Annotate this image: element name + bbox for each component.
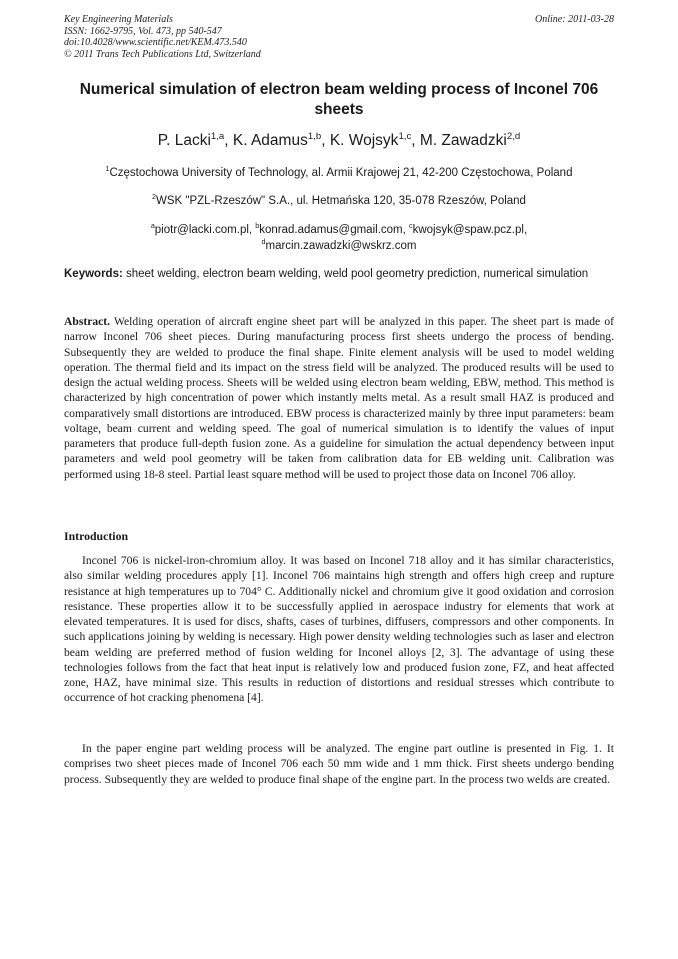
email-superscript: c [409,222,413,231]
email-link[interactable]: marcin.zawadzki@wskrz.com [265,240,417,252]
abstract-text: Welding operation of aircraft engine sheet part will be analyzed in this paper. The sheet part is made of narrow Inconel 706 sheet pieces. During manufacturing process first sheets undergo the process of bending. Subsequently they are welded to produce the final shape. Finite element analysis will be used to model welding operation. The thermal field and its impact on the stress field will be analyzed. The produced results will be used to design the actual welding process. Sheets will be welded using electron beam welding, EBW, method. This method is characterized by high concentration of power which instantly melts metal. As a result small HAZ is produced and comparatively small distortions are introduced. EBW process is characterized mainly by three input parameters: beam voltage, beam current and welding speed. The goal of numerical simulation is to identify the values of input parameters that produce full-depth fusion zone. As a guideline for simulation the actual dependency between input parameters and weld pool geometry will be taken from calibration data for EB welding unit. Calibration was performed using 18-8 steel. Partial least square method will be used to project those data on Inconel 706 alloy. [64,315,614,481]
intro-paragraph-2: In the paper engine part welding process will be analyzed. The engine part outline is presented in Fig. 1. It comprises two sheet pieces made of Inconel 706 each 50 mm wide and 1 mm thick. First sheets undergo bending process. Subsequently they are welded to produce final shape of the engine part. In the process two welds are created. [64,742,614,786]
author-superscript: 1,c [398,130,412,142]
abstract [64,314,614,482]
affiliation-superscript: 1 [105,165,110,174]
abstract-label: Abstract. [64,315,111,328]
email-superscript: d [261,238,266,247]
author-emails: $^a$piotr@lacki.com.pl, $^b$konrad.adamus@gmail.com, $^c$kwojsyk@spaw.pcz.pl, $^d$marcin.zawadzki@wskrz.com [150,222,528,252]
author-superscript: 1,b [307,130,322,142]
intro-paragraph-1: Inconel 706 is nickel-iron-chromium alloy. It was based on Inconel 718 alloy and it has similar characteristics, also similar welding procedures apply [1]. Inconel 706 maintains high strength and offers high creep and rupture resistance at high temperatures up to 704° C. Additionally nickel and chromium give it good oxidation and corrosion resistance. These properties allow it to be successfully applied in aerospace industry for elements that work at elevated temperatures. It is used for discs, shafts, cases of turbines, diffusers, compressors and other components. In such applications joining by welding is necessary. High power density welding technologies such as laser and electron beam welding are preferred method of fusion welding for Inconel alloys [2, 3]. The advantage of using these technologies follows from the fact that heat input is relatively low and produced fusion zone, FZ, and heat affected zone, HAZ, have minimal size. This results in reduction of distortions and residual stresses which contribute to occurrence of hot cracking phenomena [4]. [64,554,614,705]
author-name: K. Adamus [232,132,308,149]
journal-header [64,14,261,60]
email-link[interactable]: kwojsyk@spaw.pcz.pl [412,224,524,236]
author-superscript: 1,a [210,130,225,142]
keywords-label: Keywords: [64,268,123,280]
email-superscript: a [150,222,155,231]
paper-title: Numerical simulation of electron beam welding process of Inconel 706 sheets [79,81,599,118]
email-link[interactable]: konrad.adamus@gmail.com [259,224,403,236]
journal-doi: doi:10.4028/www.scientific.net/KEM.473.540 [64,37,247,48]
affiliation-text: WSK "PZL-Rzeszów" S.A., ul. Hetmańska 120, 35-078 Rzeszów, Poland [156,195,526,207]
affiliation-2 [64,193,614,209]
author-name: K. Wojsyk [329,132,399,149]
online-date: Online: 2011-03-28 [535,14,614,25]
keywords-text: sheet welding, electron beam welding, weld pool geometry prediction, numerical simulation [126,268,589,280]
journal-name: Key Engineering Materials [64,14,173,25]
affiliation-text: Częstochowa University of Technology, al. Armii Krajowej 21, 42-200 Częstochowa, Poland [109,167,573,179]
author-superscript: 2,d [506,130,521,142]
keywords [64,267,614,283]
email-superscript: b [255,222,260,231]
email-link[interactable]: piotr@lacki.com.pl [154,224,249,236]
affiliation-superscript: 2 [152,193,157,202]
section-heading-introduction: Introduction [64,529,129,543]
author-name: P. Lacki [157,132,211,149]
affiliation-1 [64,165,614,181]
journal-issn: ISSN: 1662-9795, Vol. 473, pp 540-547 [64,25,222,37]
journal-copyright: © 2011 Trans Tech Publications Ltd, Switzerland [64,48,261,60]
author-name: M. Zawadzki [419,132,507,149]
author-list: P. Lacki$^{1,a}$, K. Adamus$^{1,b}$, K. Wojsyk$^{1,c}$, M. Zawadzki$^{2,d}$ [157,130,521,149]
